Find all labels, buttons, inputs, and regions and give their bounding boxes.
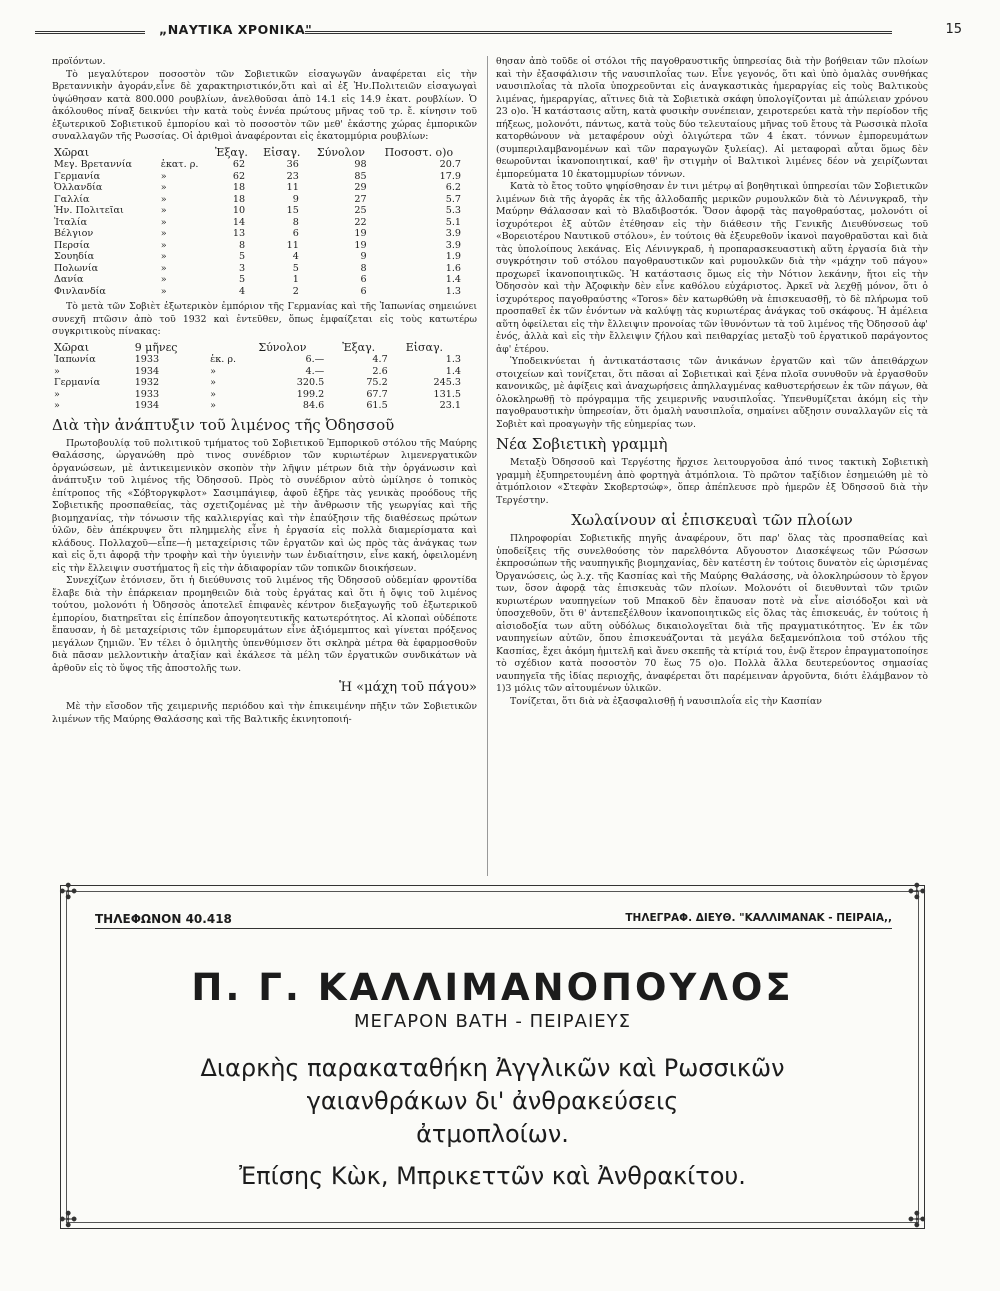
ad-offer <box>61 1052 924 1151</box>
table-cell: 2.6 <box>372 365 388 377</box>
table-cell: 6 <box>360 274 367 285</box>
trade-table-comparison <box>52 341 477 412</box>
table-header-cell: Ἐξαγ. <box>342 340 376 354</box>
table-row <box>52 400 477 412</box>
header-rule-left <box>35 31 145 34</box>
table-cell: 199.2 <box>296 388 325 400</box>
table-cell: 84.6 <box>302 400 325 411</box>
table-header-cell: Εἰσαγ. <box>405 340 444 354</box>
table-row <box>52 228 477 240</box>
table-cell: 5 <box>238 274 246 285</box>
article-heading: Διὰ τὴν ἀνάπτυξιν τοῦ λιμένος τῆς Ὀδησσοῦ <box>52 415 395 434</box>
table-cell: » <box>160 193 167 205</box>
table-cell: 10 <box>232 205 246 216</box>
article-heading: Χωλαίνουν αἱ ἐπισκευαὶ τῶν πλοίων <box>571 511 853 529</box>
table-cell: 61.5 <box>366 400 388 411</box>
table-cell: 6.2 <box>445 182 461 193</box>
table-cell: 3.9 <box>445 228 461 239</box>
table-cell: » <box>160 239 167 251</box>
table-row <box>52 377 477 389</box>
table-cell: 1.3 <box>445 354 461 365</box>
paragraph: Πληροφορίαι Σοβιετικῆς πηγῆς ἀναφέρουν, ὅτι παρ' ὅλας τὰς προσπαθείας καὶ ὑποδείξεις τῆς συνελθούσης τὸν παρελθόντα Αὔγουστον Διασκέψεως τῶν Ρώσσων ἐκπροσώπων τῆς ναυπηγικῆς βιομηχανίας, δὲν κατέστη ἐν τούτοις δυνατὸν εἰς ὡρισμένας Ὀργανώσεις, ὡς λ.χ. τῆς Κασπίας καὶ τῆς Μαύρης Θαλάσσης, νὰ ὁλοκληρώσουν τὸ ἔργον των, ὅσον ἀφορᾷ τὰς ἐπισκευὰς τῶν πλοίων. Μολονότι οἱ διευθυνταὶ τῶν τριῶν κυριωτέρων ναυπηγείων τοῦ Μπακοῦ δὲν ἔπαυσαν ποτὲ νὰ εἶνε αἰσιόδοξοι καὶ νὰ ὑποσχεθοῦν, ὅτι θ' ἀντεπεξέλθουν ἱκανοποιητικῶς εἰς ὅλας τὰς ἐπισκευάς, ἐν τούτοις ἡ αἰσιοδοξία των αὕτη οὐδόλως δικαιολογεῖται διὰ τῆς πραγματικότητος. Ἐν ἐκ τῶν ναυπηγείων αὐτῶν, ὅπου ἐπισκευάζονται τὰ μεγάλα δεξαμενόπλοια τοῦ στόλου τῆς Κασπίας, ἔχει ἀκόμη ἡμιτελῆ καὶ ἄνευ σκεπῆς τὰ κτίριά του, ἐνῷ ἕτερον ἐπραγματοποίησε τὸ σχέδιον κατὰ ποσοστὸν 70 ἕως 75 ο)ο. Πολλὰ ἄλλα δευτερεύοντος σημασίας ναυπηγεῖα τῆς ἰδίας περιοχῆς, ἀναφέρεται ὅτι παρέμειναν ἀργοῦντα, διότι ἐλάμβανον τὸ 1)3 μόλις τῶν αἰτουμένων ὑλικῶν. <box>496 533 928 694</box>
table-header-cell: 9 μῆνες <box>134 340 178 354</box>
table-cell: 1.9 <box>445 251 461 262</box>
table-cell: 4.— <box>305 365 325 377</box>
paragraph: θησαν ἀπὸ τοῦδε οἱ στόλοι τῆς παγοθραυστικῆς ὑπηρεσίας διὰ τὴν βοήθειαν τῶν πλοίων καὶ τὴν ἐξασφάλισιν τῆς ναυσιπλοΐας των. Εἶνε γεγονός, ὅτι καὶ ὑπὸ ὁμαλὰς συνθήκας ναυσιπλοΐας τὰ πλοῖα ὑποχρεοῦνται εἰς ἀναγκαστικὰς ἡμεραργίας εἰς τοὺς Βαλτικοὺς λιμένας, ἡμεραργίας, αἵτινες διὰ τὰ Σοβιετικὰ σκάφη ὑπολογίζονται μὲ ἀπώλειαν χρόνου 23 ο)ο. Ἡ κατάστασις αὕτη, κατὰ φυσικὴν συνέπειαν, χειροτερεύει κατὰ τὴν περίοδον τῆς πήξεως, μολονότι, πάντως, κατὰ τοὺς δύο τελευταίους μῆνας τοῦ ἔτους τὰ Ρωσσικὰ πλοῖα κατορθώνουν νὰ μεταφέρουν οὐχὶ ὀλιγώτερα τῶν 4 ἑκατ. τόννων ἐμπορευμάτων (συμπεριλαμβανομένων καὶ τῶν παραγωγῶν ξυλείας). Αἱ μεταφοραὶ αὗται ὅμως δὲν θεωροῦνται ἱκανοποιητικαί, καθ' ἣν στιγμὴν οἱ Βαλτικοὶ λιμένες δέον νὰ χειρίζωνται ἐμπορεύματα 10 ἑκατομμυρίων τόννων. <box>496 56 928 180</box>
table-cell: 98 <box>354 159 367 170</box>
table-cell: 1934 <box>134 365 160 377</box>
page-header <box>35 22 962 42</box>
table-cell: 5.7 <box>445 193 461 205</box>
advertisement <box>59 880 926 1233</box>
table-cell: 23 <box>286 170 299 182</box>
paragraph: Ὑποδεικνύεται ἡ ἀντικατάστασις τῶν ἀνικάνων ἐργατῶν καὶ τῶν ἀπειθάρχων στοιχείων καὶ τονίζεται, ὅτι πᾶσαι αἱ Σοβιετικαὶ καὶ ξένα πλοῖα συνυθοῦν νὰ ἐργασθοῦν κανονικῶς, μὲ ἀφίξεις καὶ ἀναχωρήσεις ἀπηλλαγμένας καθυστερήσεων ἐκ τῶν πάγων, θὰ ὁλοκληρωθῇ τὸ πρόγραμμα τῆς χειμερινῆς ναυσιπλοΐας. Ὑπενθυμίζεται ἀκόμη εἰς τὴν παγοθραυστικὴν ὑπηρεσίαν, ὅτι ὁμαλὴ ναυσιπλοΐα, σημαίνει αὔξησιν συναλλαγῶν εἰς τὰ Σοβιὲτ καὶ προαγωγὴν τῆς εὐημερίας των. <box>496 356 928 430</box>
table-cell: Ἡν. Πολιτεῖαι <box>54 205 124 216</box>
table-cell: 1933 <box>134 388 160 400</box>
table-cell: 6 <box>360 285 367 297</box>
table-cell: 1.4 <box>445 274 461 285</box>
table-cell: » <box>160 216 167 228</box>
table-row <box>52 263 477 275</box>
table-cell: 5 <box>292 262 299 274</box>
table-cell: » <box>160 285 167 297</box>
table-header-cell: Χῶραι <box>54 145 90 159</box>
table-cell: 6 <box>292 228 299 239</box>
table-cell: Ἰταλία <box>54 216 88 228</box>
table-cell: 1.3 <box>445 285 461 297</box>
table-cell: 29 <box>354 182 367 193</box>
table-cell: 25 <box>354 205 367 216</box>
table-cell: Πολωνία <box>54 262 99 274</box>
table-cell: 17.9 <box>439 170 461 182</box>
table-header-cell: Ἐξαγ. <box>214 145 248 159</box>
page-number: 15 <box>945 22 962 37</box>
table-header-cell <box>208 341 256 355</box>
table-cell: Δανία <box>54 274 84 285</box>
table-cell: 18 <box>232 193 246 205</box>
table-cell: 5.3 <box>445 205 461 216</box>
table-row <box>52 366 477 378</box>
table-cell: 1934 <box>134 400 160 411</box>
table-cell: 1 <box>292 274 299 285</box>
table-cell: 2 <box>292 285 299 297</box>
table-cell: » <box>54 365 60 377</box>
table-cell: 13 <box>232 228 246 239</box>
table-row <box>52 159 477 171</box>
table-cell: 19 <box>354 239 367 251</box>
table-cell: Φινλανδία <box>54 285 106 297</box>
table-cell: 131.5 <box>433 388 461 400</box>
table-row <box>52 205 477 217</box>
table-row <box>52 251 477 263</box>
paragraph: Μεταξὺ Ὀδησσοῦ καὶ Τεργέστης ἤρχισε λειτουργοῦσα ἀπό τινος τακτικὴ Σοβιετικὴ γραμμὴ ἐξυπηρετουμένη ἀπὸ φορτηγὰ ἀτμόπλοια. Τὸ πρῶτον ταξίδιον ἐσημειώθη μὲ τὸ ἀτμόπλοιον «Στεφὰν Σκοβερτσώφ», ὅπερ ἀπέπλευσε πρὸ ἡμερῶν ἐξ Ὀδησσοῦ διὰ τὴν Τεργέστην. <box>496 457 928 506</box>
table-cell: 8 <box>238 239 246 251</box>
paragraph: Μὲ τὴν εἴσοδον τῆς χειμερινῆς περιόδου καὶ τὴν ἐπικειμένην πῆξιν τῶν Σοβιετικῶν λιμένων τῆς Μαύρης Θαλάσσης καὶ τῆς Βαλτικῆς ἐκινητοποιή- <box>52 701 477 725</box>
table-cell: Γερμανία <box>54 170 101 182</box>
table-cell: 19 <box>354 228 367 239</box>
table-cell: » <box>54 400 60 411</box>
paragraph: Συνεχίζων ἐτόνισεν, ὅτι ἡ διεύθυνσις τοῦ λιμένος τῆς Ὀδησσοῦ οὐδεμίαν φροντίδα ἔλαβε διὰ τὴν ἐπάρκειαν προμηθειῶν διὰ τοὺς ἐργάτας καὶ ὅτι ἡ ὄψις τοῦ λιμένος τούτου, μολονότι ἡ Ὀδησσὸς ἀποτελεῖ ἐπιφανὲς κέντρον διεξαγωγῆς τοῦ ἐξωτερικοῦ ἐμπορίου, διατηρεῖται εἰς ἐπίπεδον ἀπογοητευτικῆς κατωτερότητος. Αἱ κλοπαὶ οὐδέποτε ἔπαυσαν, ἡ δὲ μεταχείρισις τῶν ἐμπορευμάτων εἶνε ἀξιόμεμπτος καὶ γίνεται πρόξενος μεγάλων ζημιῶν. Ἐν τέλει ὁ ὁμιλητὴς ὑπενθύμισεν ὅτι σκληρὰ μέτρα θὰ ἐφαρμοσθοῦν διὰ πᾶσαν μελλοντικὴν ἀταξίαν καὶ ἐκάλεσε τὰ μέλη τῶν ἐργατικῶν συνδικάτων νὰ ἀρθοῦν εἰς τὸ ὕψος τῆς ἀποστολῆς των. <box>52 575 477 674</box>
ad-address: ΜΕΓΑΡΟΝ ΒΑΤΗ - ΠΕΙΡΑΙΕΥΣ <box>353 1011 632 1032</box>
ad-phone: ΤΗΛΕΦΩΝΟΝ 40.418 <box>95 912 232 926</box>
table-cell: 5 <box>238 251 246 262</box>
running-title: „ΝΑΥΤΙΚΑ ΧΡΟΝΙΚΑ" <box>155 22 316 37</box>
table-cell: » <box>160 170 167 182</box>
table-cell: 6.— <box>305 354 325 365</box>
table-row <box>52 389 477 401</box>
table-row <box>52 217 477 229</box>
table-cell: ἑκατ. ρ. <box>160 159 199 170</box>
ad-offer-line: Διαρκὴς παρακαταθήκη Ἀγγλικῶν καὶ Ρωσσικῶν <box>200 1054 785 1082</box>
table-cell: 23.1 <box>439 400 461 411</box>
ad-offer-line: γαιανθράκων δι' ἀνθρακεύσεις <box>306 1087 679 1115</box>
corner-ornament-icon: ✣ <box>907 1208 926 1233</box>
table-cell: Γαλλία <box>54 193 90 205</box>
table-cell: » <box>160 262 167 274</box>
table-row <box>52 182 477 194</box>
ad-telegraph: ΤΗΛΕΓΡΑΦ. ΔΙΕΥΘ. "ΚΑΛΛΙΜΑΝΑΚ - ΠΕΙΡΑΙΑ,, <box>625 912 892 924</box>
table-cell: » <box>210 365 216 377</box>
table-cell: 3.9 <box>445 239 461 251</box>
column-divider <box>487 56 488 876</box>
table-cell: 67.7 <box>366 388 388 400</box>
table-cell: 4.7 <box>372 354 388 365</box>
table-cell: 245.3 <box>433 377 461 388</box>
ad-offer-extra: Ἐπίσης Κὼκ, Μπρικεττῶν καὶ Ἀνθρακίτου. <box>239 1162 746 1190</box>
paragraph: Τὸ μεγαλύτερον ποσοστὸν τῶν Σοβιετικῶν εἰσαγωγῶν ἀναφέρεται εἰς τὴν Βρεταννικὴν ἀγοράν,εἶνε δὲ χαρακτηριστικόν,ὅτι καὶ αἱ ἐξ Ἡν.Πολιτειῶν εἰσαγωγαὶ ὑψώθησαν κατὰ 800.000 ρουβλίων, ἀνελθοῦσαι ἀπὸ 14.1 εἰς 14.9 ἑκατ. ρουβλίων. Ὁ ἀκόλουθος πίναξ δεικνύει τὴν κατὰ τοὺς ἐννέα πρώτους μῆνας τοῦ τρ. ἔ. κίνησιν τοῦ ἐξωτερικοῦ Σοβιετικοῦ ἐμπορίου καὶ τὸ ποσοστὸν τῶν μεθ' ἑκάστης χώρας ἐμπορικῶν συναλλαγῶν τῆς Ρωσσίας. Οἱ ἀριθμοὶ ἀναφέρονται εἰς ἑκατομμύρια ρουβλίων: <box>52 68 477 142</box>
table-header-cell: Ποσοστ. ο)ο <box>384 145 454 159</box>
table-cell: 75.2 <box>366 377 388 388</box>
table-cell: » <box>160 205 167 216</box>
table-cell: 320.5 <box>296 377 325 388</box>
table-row <box>52 194 477 206</box>
table-row <box>52 274 477 286</box>
table-header-cell: Σύνολον <box>316 145 365 159</box>
table-cell: Ἰαπωνία <box>54 354 96 365</box>
table-cell: 14 <box>232 216 246 228</box>
table-cell: 1.6 <box>445 262 461 274</box>
table-cell: Περσία <box>54 239 90 251</box>
paragraph: Πρωτοβουλίᾳ τοῦ πολιτικοῦ τμήματος τοῦ Σοβιετικοῦ Ἐμπορικοῦ στόλου τῆς Μαύρης Θαλάσσης, ὠργανώθη πρὸ τινος συνέδριον τῶν κυριωτέρων λιμενεργατικῶν ὀργανώσεων, μὲ ἀντικειμενικὸν σκοπὸν τὴν λῆψιν μέτρων διὰ τὴν ὀργάνωσιν καὶ ἀνάπτυξιν τοῦ λιμένος τῆς Ὀδησσοῦ. Πρὸς τὸ συνέδριον αὐτὸ ὡμίλησε ὁ τοπικὸς ἐπίτροπος τῆς «Σόβτοργκφλοτ» Σασιμπάγιεφ, ἀφοῦ ἐξῆρε τὰς γενικὰς προόδους τῆς Σοβιετικῆς προσπαθείας, τὰς σχετιζομένας μὲ τὴν ἄνθρωσιν τῆς γεωργίας καὶ τῆς βιομηχανίας, τὴν τόνωσιν τῆς καλλιεργίας καὶ τὴν ἐπαύξησιν τῆς διαθέσεως πρώτων ὑλῶν, δὲν ἀπέκρυψεν ὅτι πλημμελὴς εἶνε ἡ ἐργασία εἰς πολλὰ διαμερίσματα καὶ κλάδους. Πολλαχοῦ—εἶπε—ἡ μεταχείρισις τῶν ἐργατῶν καὶ ὡς πρὸς τὰς ἀνάγκας των καὶ εἰς ὅ,τι ἀφορᾷ τὴν τροφὴν καὶ τὴν ὑγιεινὴν των ἐνδιαίτησιν, εἶνε κακή, ὀφειλομένη εἰς τὴν ἔλλειψιν συστήματος ἢ εἰς τὴν ἀδιαφορίαν τῶν τοπικῶν διοικήσεων. <box>52 437 477 574</box>
table-cell: Μεγ. Βρεταννία <box>54 159 132 170</box>
table-cell: 9 <box>292 193 299 205</box>
table-row <box>52 286 477 298</box>
table-cell: Ὀλλανδία <box>54 182 103 193</box>
table-row <box>52 240 477 252</box>
table-cell: » <box>160 274 167 285</box>
paragraph: Τονίζεται, ὅτι διὰ νὰ ἐξασφαλισθῇ ἡ ναυσιπλοΐα εἰς τὴν Κασπίαν <box>510 695 822 707</box>
table-header-cell: Σύνολον <box>258 340 307 354</box>
table-cell: 11 <box>286 182 299 193</box>
table-cell: » <box>160 182 167 193</box>
table-cell: 9 <box>360 251 367 262</box>
table-cell: » <box>210 377 216 388</box>
table-cell: 1.4 <box>445 365 461 377</box>
table-cell: 4 <box>238 285 246 297</box>
table-cell: 4 <box>292 251 299 262</box>
ad-rule <box>95 928 892 929</box>
table-cell: 1933 <box>134 354 160 365</box>
table-cell: » <box>160 228 167 239</box>
paragraph: προϊόντων. <box>52 56 106 67</box>
table-cell: 11 <box>286 239 299 251</box>
table-cell: » <box>210 400 216 411</box>
table-cell: Γερμανία <box>54 377 101 388</box>
table-cell: » <box>210 388 216 400</box>
table-cell: 8 <box>360 262 367 274</box>
table-cell: 85 <box>354 170 367 182</box>
article-heading: Ἡ «μάχη τοῦ πάγου» <box>339 680 477 695</box>
table-cell: » <box>54 388 60 400</box>
table-cell: Βέλγιον <box>54 228 94 239</box>
trade-table-countries <box>52 146 477 298</box>
table-cell: 8 <box>292 216 299 228</box>
paragraph: Τὸ μετὰ τῶν Σοβιὲτ ἐξωτερικὸν ἐμπόριον τῆς Γερμανίας καὶ τῆς Ἰαπωνίας σημειώνει συνεχῆ πτῶσιν ἀπὸ τοῦ 1932 καὶ ἐντεῦθεν, ὅπως ἐμφαίζεται εἰς τοὺς κατωτέρω συγκριτικοὺς πίνακας: <box>52 301 477 337</box>
table-header-cell: Εἰσαγ. <box>263 145 301 159</box>
table-cell: 1932 <box>134 377 160 388</box>
article-heading: Νέα Σοβιετικὴ γραμμὴ <box>496 435 668 453</box>
table-cell: 3 <box>238 262 246 274</box>
header-rule-right <box>305 31 892 34</box>
table-cell: 20.7 <box>439 159 461 170</box>
table-cell: 18 <box>232 182 246 193</box>
corner-ornament-icon: ✣ <box>907 880 926 905</box>
table-row <box>52 354 477 366</box>
ad-company-name: Π. Γ. ΚΑΛΛΙΜΑΝΟΠΟΥΛΟΣ <box>191 966 794 1009</box>
table-cell: 27 <box>354 193 367 205</box>
ad-offer-line: ἀτμοπλοίων. <box>416 1120 569 1148</box>
table-cell: 62 <box>232 170 246 182</box>
table-row <box>52 171 477 183</box>
table-cell: 62 <box>232 159 246 170</box>
table-cell: ἑκ. ρ. <box>210 354 237 365</box>
corner-ornament-icon: ✣ <box>59 880 78 905</box>
right-column <box>496 56 928 708</box>
paragraph: Κατὰ τὸ ἔτος τοῦτο ψηφίσθησαν ἐν τινι μέτρῳ αἱ βοηθητικαὶ ὑπηρεσίαι τῶν Σοβιετικῶν λιμένων διὰ τῆς ἀγορᾶς ἐκ τῆς ἀλλοδαπῆς μερικῶν ρυμουλκῶν διὰ τὸ Λένινγκραδ, τὴν Μαύρην Θάλασσαν καὶ τὸ Βλαδιβοστόκ. Ὅσον ἀφορᾷ τὰς παγοθραύστας, μολονότι οἱ ἰσχυρότεροι ἐξ αὐτῶν ἐτέθησαν εἰς τὴν διάθεσιν τῆς Γενικῆς Διευθύνσεως τοῦ «Βορειοτέρου Ναυτικοῦ στόλου», ἐν τούτοις θὰ ἐξευρεθοῦν ἱκανοὶ παγοθραῦσται καὶ διὰ τὰς ὑπολοίπους λεκάνας. Εἰς Λένινγκραδ, ἡ προπαρασκευαστικὴ αὕτη ἐργασία διὰ τὴν συγκρότησιν τοῦ στόλου παγοθραυστικῶν καὶ ρυμουλκῶν διὰ τὴν «μάχην τοῦ πάγου» προχωρεῖ ἱκανοποιητικῶς. Ἡ κατάστασις ὅμως εἰς τὴν Νότιον λεκάνην, ἤτοι εἰς τὴν Ὀδησσὸν καὶ τὴν Ἀζοφικὴν δὲν εἶνε καθόλου εὐχάριστος. Ἀρκεῖ νὰ λεχθῇ μόνον, ὅτι ὁ ἰσχυρότερος παγοθραύστης «Toros» δὲν κατωρθώθη νὰ ἐπισκευασθῇ, τὸ δὲ πλήρωμα τοῦ προσπαθεῖ ἐκ τῶν ἐνόντων νὰ καλύψῃ τὰς κυριωτέρας ἀνάγκας τοῦ σκάφους. Ἡ ἀμέλεια αὕτη ὀφείλεται εἰς τὴν ἔλλειψιν προνοίας τῶν ἰθυνόντων τὰ τοῦ λιμένος τῆς Ὀδησσοῦ ἀφ' ἑνός, ἀλλὰ καὶ εἰς τὴν ἔλλειψιν ζήλου καὶ πειθαρχίας μεταξὺ τοῦ ἐργατικοῦ παράγοντος ἀφ' ἑτέρου. <box>496 181 928 355</box>
table-cell: » <box>160 251 167 262</box>
table-cell: Σουηδία <box>54 251 95 262</box>
left-column <box>52 56 477 726</box>
corner-ornament-icon: ✣ <box>59 1208 78 1233</box>
table-cell: 5.1 <box>445 216 461 228</box>
table-header-cell: Χῶραι <box>54 340 90 354</box>
table-cell: 36 <box>286 159 299 170</box>
table-header-cell <box>159 146 213 160</box>
table-cell: 15 <box>286 205 299 216</box>
table-cell: 22 <box>354 216 367 228</box>
